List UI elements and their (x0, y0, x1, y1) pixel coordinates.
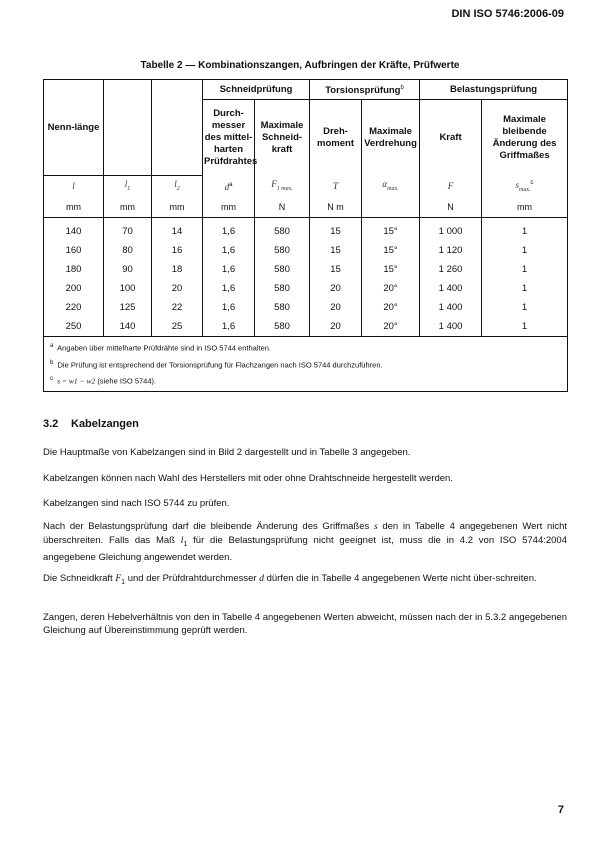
table-row (44, 318, 568, 337)
symbol-cell: T (310, 176, 362, 198)
symbol-cell: $\alpha_{max.}$ (362, 176, 420, 198)
table-cell: 18 (152, 261, 203, 280)
page-number: 7 (557, 804, 564, 816)
footnote-b: $^b$ Die Prüfung ist entsprechend der Torsionsprüfung für Flachzangen nach ISO 5744 durchzuführen. (50, 359, 383, 369)
table-cell: 90 (104, 261, 152, 280)
table-cell: 1,6 (203, 242, 255, 261)
table-cell: 20 (310, 299, 362, 318)
table-row (44, 218, 568, 242)
unit-row (44, 198, 568, 218)
symbol-cell: $l_1$ (104, 176, 152, 198)
header-l1-blank (104, 80, 152, 176)
table-cell: 25 (152, 318, 203, 337)
unit-cell: mm (482, 198, 568, 218)
table-cell: 1 400 (420, 299, 482, 318)
table-cell: 1 (482, 299, 568, 318)
paragraph-2: Kabelzangen können nach Wahl des Herstellers mit oder ohne Drahtschneide hergestellt werden. (43, 473, 453, 484)
table-cell: 140 (104, 318, 152, 337)
section-heading (43, 418, 139, 430)
table-cell: 580 (255, 261, 310, 280)
symbol-cell: l (44, 176, 104, 198)
table-cell: 20° (362, 318, 420, 337)
paragraph-1: Die Hauptmaße von Kabelzangen sind in Bild 2 dargestellt und in Tabelle 3 angegeben. (43, 447, 411, 458)
table-cell: 1 400 (420, 280, 482, 299)
table-cell: 15 (310, 242, 362, 261)
table-cell: 1,6 (203, 299, 255, 318)
header-aenderung: Maximale bleibende Änderung des Griffmaßes (482, 100, 568, 176)
table-cell: 1 (482, 242, 568, 261)
table-row (44, 299, 568, 318)
table-cell: 180 (44, 261, 104, 280)
symbol-cell: $l_2$ (152, 176, 203, 198)
header-verdrehung: Maximale Verdrehung (362, 100, 420, 176)
table-cell: 100 (104, 280, 152, 299)
table-cell: 15° (362, 261, 420, 280)
table-caption: Tabelle 2 — Kombinationszangen, Aufbringen der Kräfte, Prüfwerte (140, 60, 460, 71)
group-belastungspruefung: Belastungsprüfung (420, 80, 568, 100)
table-cell: 1 120 (420, 242, 482, 261)
table-cell: 1 400 (420, 318, 482, 337)
table-cell: 580 (255, 280, 310, 299)
table-cell: 580 (255, 318, 310, 337)
table-cell: 80 (104, 242, 152, 261)
spec-table (43, 79, 568, 392)
footnote-a: $^a$ Angaben über mittelharte Prüfdrähte sind in ISO 5744 enthalten. (50, 343, 271, 353)
unit-cell: mm (104, 198, 152, 218)
symbol-cell: $s_{max.}^c$ (482, 176, 568, 198)
symbol-row (44, 176, 568, 198)
table-cell: 15 (310, 218, 362, 242)
spec-table-container (43, 79, 567, 392)
table-cell: 20 (310, 318, 362, 337)
table-cell: 15° (362, 218, 420, 242)
table-cell: 1,6 (203, 261, 255, 280)
group-torsionspruefung: Torsionsprüfung$^b$ (310, 80, 420, 100)
section-title: Kabelzangen (71, 418, 139, 430)
unit-cell: N (255, 198, 310, 218)
table-row (44, 261, 568, 280)
header-nennlaenge: Nenn-länge (44, 80, 104, 176)
table-cell: 1,6 (203, 280, 255, 299)
symbol-cell: F (420, 176, 482, 198)
footnote-c: $^c$ s = w1 − w2 (siehe ISO 5744). (50, 376, 157, 386)
table-cell: 580 (255, 242, 310, 261)
header-kraft: Kraft (420, 100, 482, 176)
paragraph-3: Kabelzangen sind nach ISO 5744 zu prüfen. (43, 498, 230, 509)
table-cell: 1 (482, 218, 568, 242)
table-cell: 1,6 (203, 318, 255, 337)
header-drehmoment: Dreh-moment (310, 100, 362, 176)
unit-cell: N m (310, 198, 362, 218)
table-cell: 160 (44, 242, 104, 261)
unit-cell: mm (203, 198, 255, 218)
unit-cell: mm (44, 198, 104, 218)
table-cell: 70 (104, 218, 152, 242)
table-cell: 200 (44, 280, 104, 299)
header-durchmesser: Durch-messer des mittel-harten Prüfdrahtes (203, 100, 255, 176)
paragraph-4: Nach der Belastungsprüfung darf die bleibende Änderung des Griffmaßes s den in Tabelle 4 angegebenen Wert nicht überschreiten. Falls das Maß $l_1$ für die Belastungsprüfung nicht geeignet ist, muss die in 4.2 von ISO 5744:2004 angegebene Gleichung angewendet werden. (43, 521, 568, 563)
table-cell: 14 (152, 218, 203, 242)
unit-cell: N (420, 198, 482, 218)
table-cell: 20° (362, 280, 420, 299)
table-cell: 220 (44, 299, 104, 318)
table-cell: 22 (152, 299, 203, 318)
symbol-cell: $F_{1 max.}$ (255, 176, 310, 198)
table-row (44, 280, 568, 299)
header-l2-blank (152, 80, 203, 176)
table-cell: 1 (482, 280, 568, 299)
section-number: 3.2 (43, 418, 59, 430)
table-cell: 15° (362, 242, 420, 261)
paragraph-5: Die Schneidkraft $F_1$ und der Prüfdrahtdurchmesser d dürfen die in Tabelle 4 angegebenen Werte nicht über-schreiten. (43, 573, 537, 586)
table-cell: 20 (310, 280, 362, 299)
table-cell: 580 (255, 299, 310, 318)
header-schneidkraft: Maximale Schneid-kraft (255, 100, 310, 176)
table-cell: 125 (104, 299, 152, 318)
document-id: DIN ISO 5746:2006-09 (451, 8, 564, 20)
unit-cell: mm (152, 198, 203, 218)
unit-cell (362, 198, 420, 218)
table-cell: 20° (362, 299, 420, 318)
table-cell: 250 (44, 318, 104, 337)
table-cell: 140 (44, 218, 104, 242)
paragraph-6: Zangen, deren Hebelverhältnis von den in Tabelle 4 angegebenen Werten abweicht, müssen nach der in 5.3.2 angegebenen Gleichung auf Übereinstimmung geprüft werden. (43, 612, 567, 636)
table-footnotes (44, 337, 568, 392)
table-cell: 1 (482, 318, 568, 337)
table-cell: 1 260 (420, 261, 482, 280)
group-schneidpruefung: Schneidprüfung (203, 80, 310, 100)
symbol-cell: $d^a$ (203, 176, 255, 198)
table-cell: 16 (152, 242, 203, 261)
table-cell: 20 (152, 280, 203, 299)
table-cell: 1,6 (203, 218, 255, 242)
table-row (44, 242, 568, 261)
table-cell: 580 (255, 218, 310, 242)
table-cell: 15 (310, 261, 362, 280)
table-cell: 1 (482, 261, 568, 280)
table-cell: 1 000 (420, 218, 482, 242)
